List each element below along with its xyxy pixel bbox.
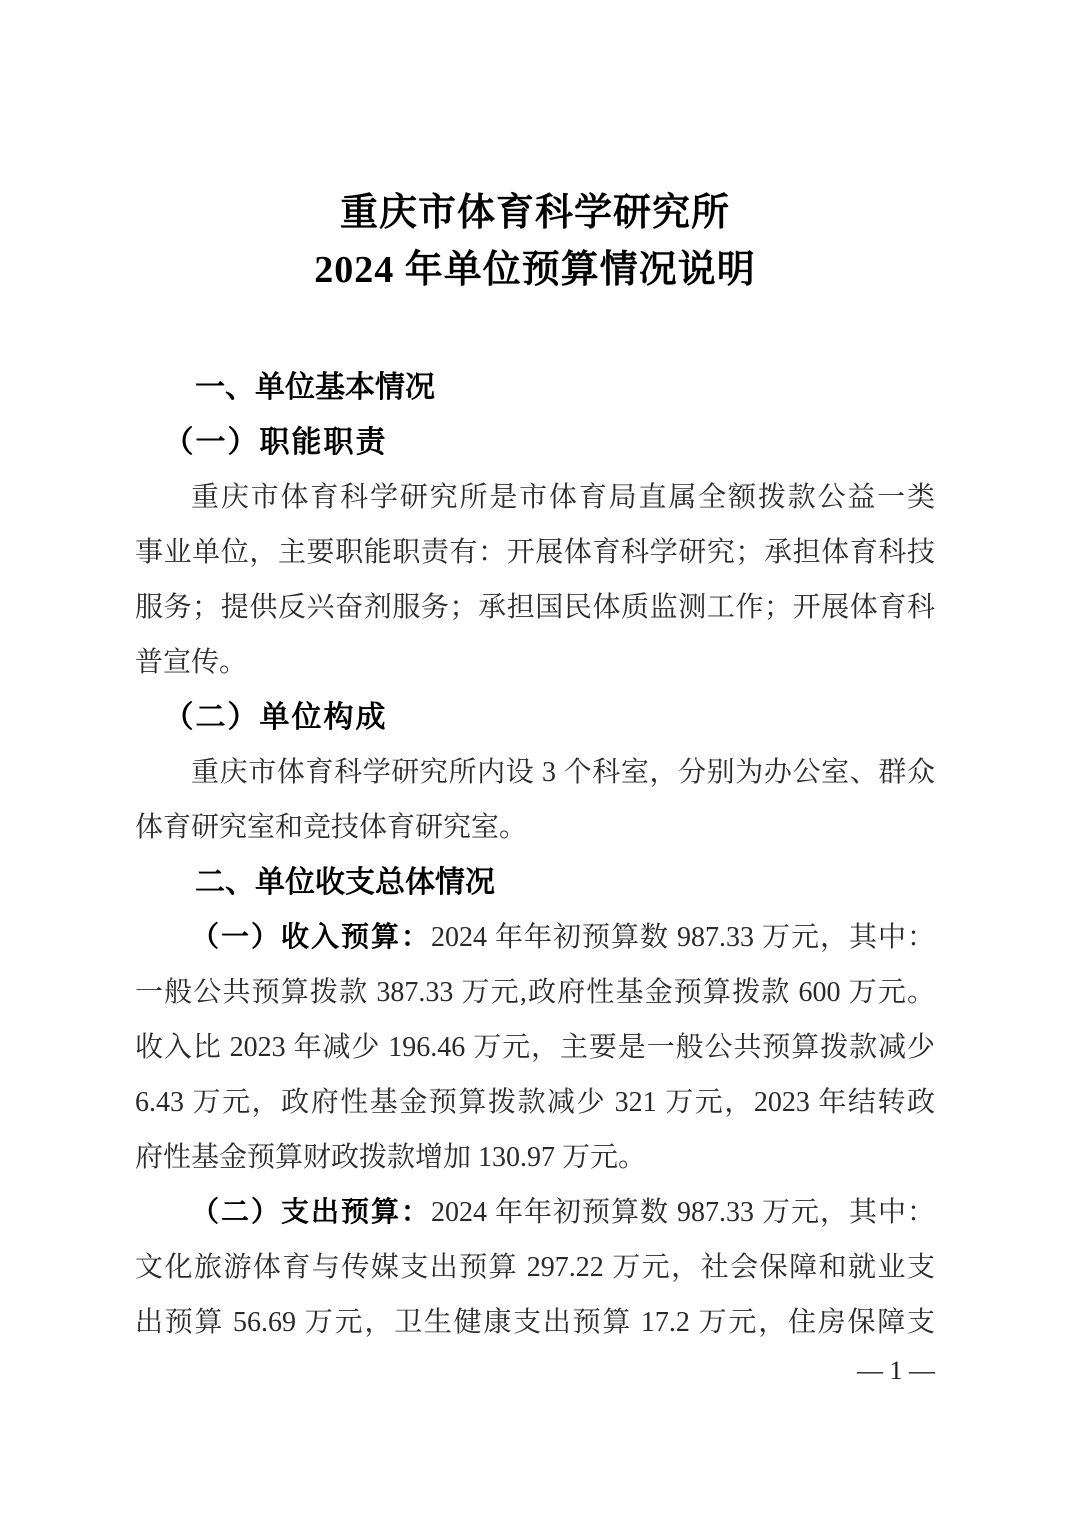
paragraph-line: 文化旅游体育与传媒支出预算 297.22 万元，社会保障和就业支 <box>135 1252 935 1283</box>
subsection-heading-2-1: （一）收入预算： <box>191 922 431 953</box>
subsection-heading-1-1: （一）职能职责 <box>163 426 388 459</box>
subsection-heading-1-2: （二）单位构成 <box>163 701 388 734</box>
subsection-heading-2-2: （二）支出预算： <box>191 1197 431 1228</box>
paragraph-line: 重庆市体育科学研究所内设 3 个科室，分别为办公室、群众 <box>191 757 935 788</box>
title-line-2: 2024 年单位预算情况说明 <box>314 249 756 291</box>
paragraph-line: 普宣传。 <box>135 647 248 678</box>
document-content <box>135 185 935 1350</box>
document-body <box>135 360 935 1350</box>
paragraph-line: 收入比 2023 年减少 196.46 万元，主要是一般公共预算拨款减少 <box>135 1032 935 1063</box>
paragraph-line <box>135 1185 935 1240</box>
paragraph-line: 事业单位，主要职能职责有：开展体育科学研究；承担体育科技 <box>135 537 935 568</box>
paragraph-line: 服务；提供反兴奋剂服务；承担国民体质监测工作；开展体育科 <box>135 592 935 623</box>
paragraph-line: 一般公共预算拨款 387.33 万元,政府性基金预算拨款 600 万元。 <box>135 977 935 1008</box>
title-line-1: 重庆市体育科学研究所 <box>339 192 730 234</box>
paragraph-line: 体育研究室和竞技体育研究室。 <box>135 812 528 843</box>
section-heading-1: 一、单位基本情况 <box>195 371 435 404</box>
page-number: — 1 — <box>857 1356 935 1385</box>
paragraph-line <box>135 910 935 965</box>
paragraph-text: 2024 年年初预算数 987.33 万元，其中： <box>431 922 935 953</box>
paragraph-line: 6.43 万元，政府性基金预算拨款减少 321 万元，2023 年结转政 <box>135 1087 935 1118</box>
section-heading-2: 二、单位收支总体情况 <box>195 866 495 899</box>
paragraph-line: 府性基金预算财政拨款增加 130.97 万元。 <box>135 1142 647 1173</box>
paragraph-text: 2024 年年初预算数 987.33 万元，其中： <box>431 1197 935 1228</box>
paragraph-line: 出预算 56.69 万元，卫生健康支出预算 17.2 万元，住房保障支 <box>135 1307 935 1338</box>
document-title <box>135 185 935 299</box>
paragraph-line: 重庆市体育科学研究所是市体育局直属全额拨款公益一类 <box>191 482 935 513</box>
